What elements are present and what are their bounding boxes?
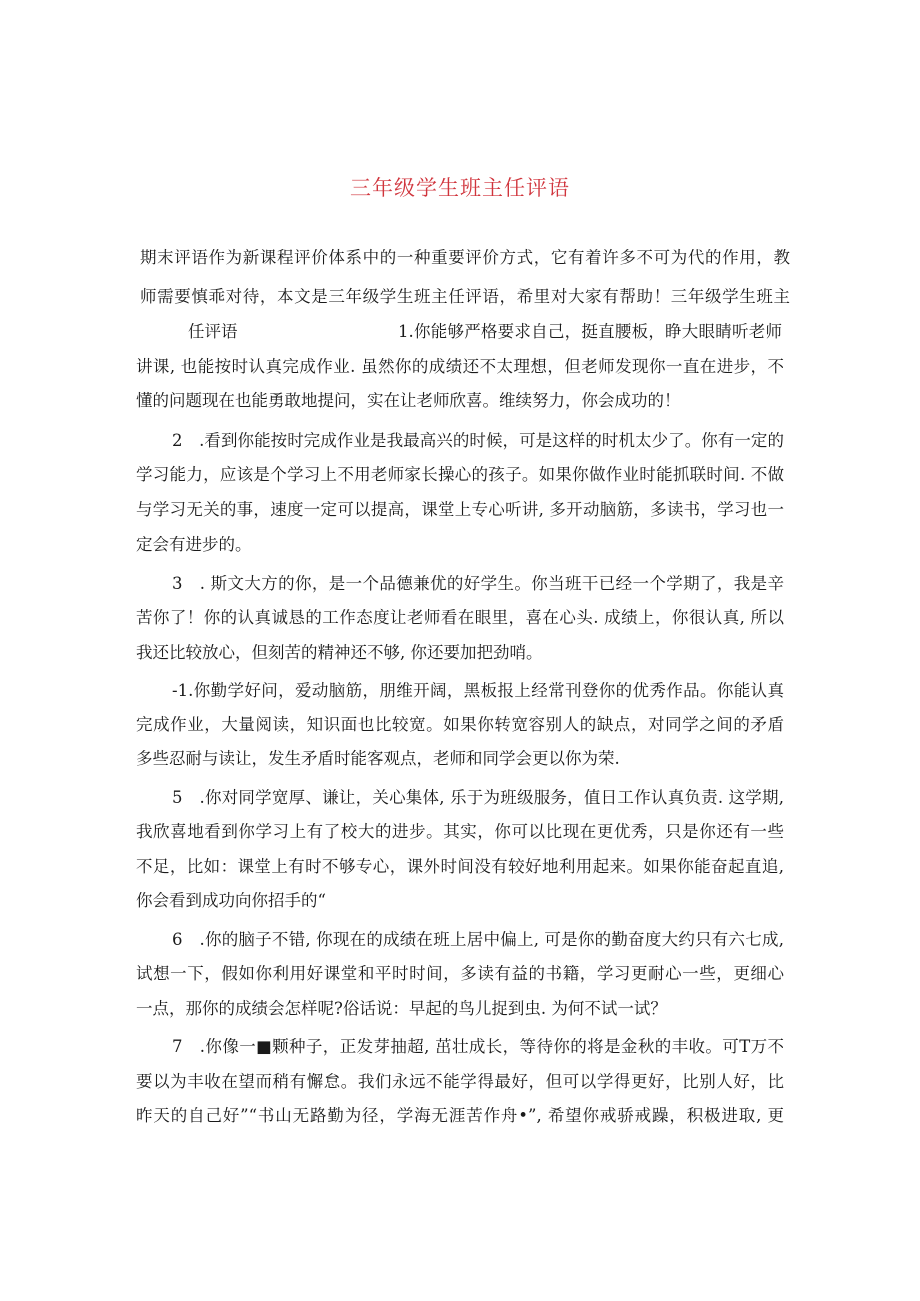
comment-2-line-2: 学习能力，应该是个学习上不用老师家长操心的孩子。如果你做作业时能抓联时间. 不做 (136, 465, 784, 484)
comment-3-line-1: 3 . 斯文大方的你，是一个品德兼优的好学生。你当班干已经一个学期了，我是辛 (172, 574, 784, 593)
comment-5-line-3: 不足，比如：课堂上有时不够专心，课外时间没有较好地利用起来。如果你能奋起直追, (136, 857, 784, 876)
comment-7-line-2: 要以为丰收在望而稍有懈怠。我们永远不能学得最好，但可以学得更好，比别人好，比 (136, 1072, 784, 1091)
comment-2-line-1: 2 .看到你能按时完成作业是我最高兴的时候，可是这样的时机太少了。你有一定的 (172, 431, 784, 450)
intro-line-3a: 任评语 (188, 322, 238, 341)
comment-6-line-2: 试想一下，假如你利用好课堂和平时时间，多读有益的书籍，学习更耐心一些，更细心 (136, 964, 784, 983)
comment-3-line-3: 我还比较放心，但刻苦的精神还不够, 你还要加把劲哨。 (136, 643, 543, 662)
comment-5-line-2: 我欣喜地看到你学习上有了校大的进步。其实，你可以比现在更优秀，只是你还有一些 (136, 822, 784, 841)
comment-7-line-3: 昨天的自己好”“书山无路勤为径，学海无涯苦作舟•”, 希望你戒骄戒躁，积极进取, 更 (136, 1106, 784, 1125)
comment-2-line-4: 定会有进步的。 (136, 535, 252, 554)
comment-4-line-3: 多些忍耐与读让，发生矛盾时能客观点，老师和同学会更以你为荣. (136, 749, 620, 768)
intro-line-1: 期末评语作为新课程评价体系中的一种重要评价方式，它有着许多不可为代的作用，教 (140, 248, 790, 267)
comment-4-line-1: -1.你勤学好问，爱动脑筋，朋维开阔，黑板报上经常刊登你的优秀作品。你能认真 (172, 681, 784, 700)
comment-2-line-3: 与学习无关的事，速度一定可以提高，课堂上专心听讲, 多开动脑筋，多读书，学习也一 (136, 500, 784, 519)
comment-3-line-2: 苦你了！你的认真诚恳的工作态度让老师看在眼里，喜在心头. 成绩上，你很认真, 所以 (136, 608, 784, 627)
comment-7-line-1: 7 .你像一■颗种子，正发芽抽超, 茁壮成长，等待你的将是金秋的丰收。可T万不 (172, 1037, 784, 1056)
comment-5-line-1: 5 .你对同学宽厚、谦让，关心集体, 乐于为班级服务，值日工作认真负责. 这学期, (172, 788, 784, 807)
intro-line-2: 师需要慎乖对待，本文是三年级学生班主任评语，希里对大家有帮助！三年级学生班主 (140, 287, 790, 306)
document-title: 三年级学生班主任评语 (350, 176, 570, 200)
comment-6-line-1: 6 .你的脑子不错, 你现在的成绩在班上居中偏上, 可是你的勤奋度大约只有六七成, (172, 930, 784, 949)
comment-5-line-4: 你会看到成功向你招手的“ (136, 891, 326, 910)
intro-line-3b: 1.你能够严格要求自己，挺直腰板，睁大眼睛听老师 (398, 322, 782, 341)
comment-4-line-2: 完成作业，大量阅读，知识面也比较宽。如果你转宽容别人的缺点，对同学之间的矛盾 (136, 715, 784, 734)
comment-6-line-3: 一点，那你的成绩会怎样呢?俗话说：早起的鸟儿捉到虫. 为何不试一试？ (136, 999, 667, 1018)
intro-line-4: 讲课, 也能按时认真完成作业. 虽然你的成绩还不太理想，但老师发现你一直在进步，不 (136, 357, 784, 376)
intro-line-5: 懂的问题现在也能勇敢地提问，实在让老师欣喜。维续努力，你会成功的！ (136, 391, 681, 410)
